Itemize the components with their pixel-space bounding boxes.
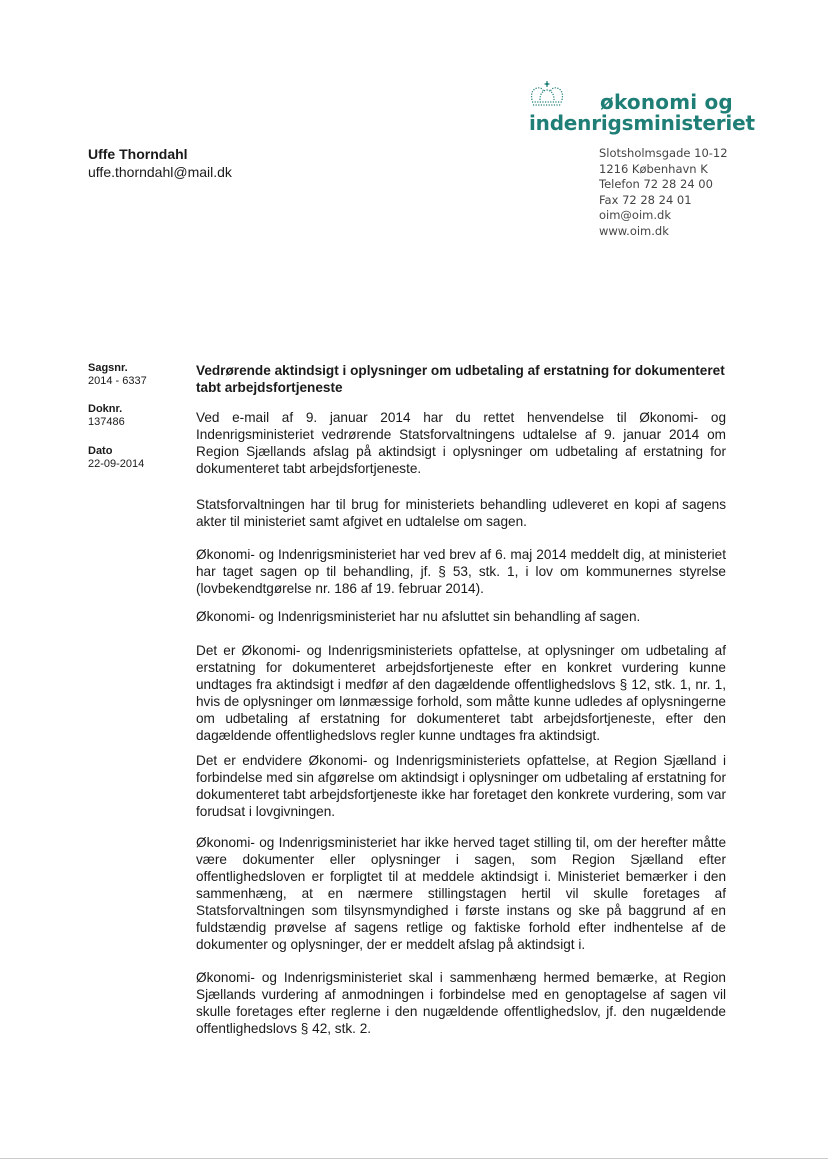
address-line: www.oim.dk (599, 223, 669, 238)
paragraph: Ved e-mail af 9. januar 2014 har du rettet henvendelse til Økonomi- og Indenrigsministeriet vedrørende Statsforvaltningens udtalelse af 9. januar 2014 om Region Sjællands afslag på aktindsigt i oplysninger om udbetaling af erstatning for dokumenteret tabt arbejdsfortjeneste. (196, 410, 726, 476)
address-line: 1216 København K (599, 161, 708, 176)
paragraph: Økonomi- og Indenrigsministeriet har ved brev af 6. maj 2014 meddelt dig, at ministeriet har taget sagen op til behandling, jf. § 53, stk. 1, i lov om kommunernes styrelse (lovbekendtgørelse nr. 186 af 19. februar 2014). (196, 547, 726, 596)
paragraph: Økonomi- og Indenrigsministeriet har ikke herved taget stilling til, om der herefter måtte være dokumenter eller oplysninger i sagen, som Region Sjælland efter offentlighedsloven er forpligtet til at meddele aktindsigt i. Ministeriet bemærker i den sammenhæng, at en nærmere stillingstagen hertil vil skulle foretages af Statsforvaltningen som tilsynsmyndighed i første instans og ske på baggrund af en fuldstændig prøvelse af sagens retlige og faktiske forhold efter indhentelse af de dokumenter og oplysninger, der er meddelt afslag på aktindsigt i. (196, 835, 726, 952)
page-divider (0, 1158, 828, 1159)
address-line: oim@oim.dk (599, 208, 671, 222)
logo-line-1: økonomi og (600, 90, 733, 114)
crown-icon (528, 80, 566, 108)
recipient-name: Uffe Thorndahl (88, 146, 188, 162)
sagsnr-value: 2014 - 6337 (88, 375, 147, 387)
dato-value: 22-09-2014 (88, 458, 145, 470)
sagsnr-label: Sagsnr. (88, 362, 128, 374)
sender-address (599, 146, 728, 239)
paragraph: Økonomi- og Indenrigsministeriet skal i sammenhæng hermed bemærke, at Region Sjællands vurdering af anmodningen i forbindelse med en genoptagelse af sagen vil skulle foretages efter reglerne i den nugældende offentlighedslov, jf. den nugældende offentlighedslovs § 42, stk. 2. (196, 970, 726, 1036)
paragraph: Det er endvidere Økonomi- og Indenrigsministeriets opfattelse, at Region Sjælland i forbindelse med sin afgørelse om aktindsigt i oplysninger om udbetaling af erstatning for dokumenteret tabt arbejdsfortjeneste ikke har foretaget den konkrete vurdering, som var forudsat i lovgivningen. (196, 753, 726, 819)
meta-sagsnr (88, 362, 147, 387)
paragraph: Statsforvaltningen har til brug for ministeriets behandling udleveret en kopi af sagens akter til ministeriet samt afgivet en udtalelse om sagen. (196, 497, 726, 529)
meta-doknr (88, 403, 125, 428)
paragraph: Økonomi- og Indenrigsministeriet har nu afsluttet sin behandling af sagen. (196, 609, 641, 624)
address-line: Slotsholmsgade 10-12 (599, 146, 728, 160)
paragraph: Det er Økonomi- og Indenrigsministeriets opfattelse, at oplysninger om udbetaling af erstatning for dokumenteret arbejdsfortjeneste efter en konkret vurdering kunne undtages fra aktindsigt i medfør af den dagældende offentlighedslovs § 12, stk. 1, nr. 1, hvis de oplysninger om lønmæssige forhold, som måtte kunne udledes af oplysningerne om udbetaling af erstatning for dokumenteret tabt arbejdsfortjeneste, efter den dagældende offentlighedslovs regler kunne undtages fra aktindsigt. (196, 643, 726, 743)
dato-label: Dato (88, 445, 113, 457)
address-line: Fax 72 28 24 01 (599, 192, 692, 207)
doknr-label: Doknr. (88, 403, 123, 415)
doknr-value: 137486 (88, 416, 125, 428)
address-line: Telefon 72 28 24 00 (599, 177, 713, 191)
letter-subject: Vedrørende aktindsigt i oplysninger om udbetaling af erstatning for dokumenteret tabt arbejdsfortjeneste (196, 363, 725, 395)
logo-line-2: indenrigsministeriet (529, 111, 755, 135)
meta-dato (88, 445, 144, 470)
recipient-email: uffe.thorndahl@mail.dk (88, 164, 232, 180)
